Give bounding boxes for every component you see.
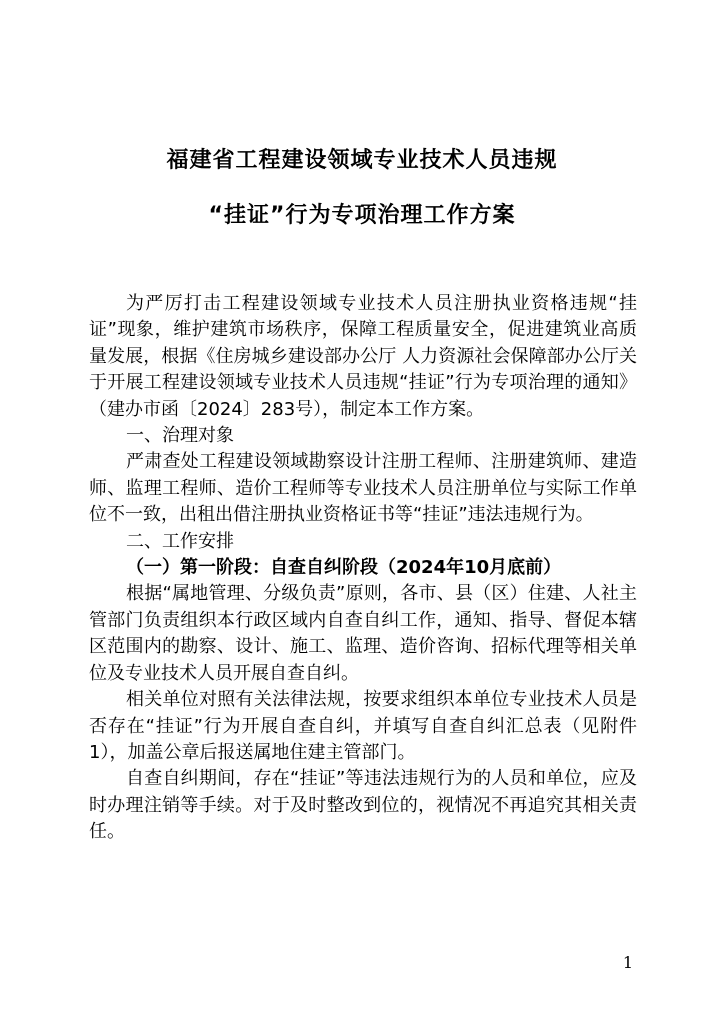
intro-paragraph: 为严厉打击工程建设领域专业技术人员注册执业资格违规“挂证”现象，维护建筑市场秩序，保障工程质量安全，促进建筑业高质量发展，根据《住房城乡建设部办公厅 人力资源社会保障部办公厅关于开展工程建设领域专业技术人员违规“挂证”行为专项治理的通知》（建办市函〔2024〕283号），制定本工作方案。 (89, 293, 637, 420)
phase1-paragraph-2: 相关单位对照有关法律法规，按要求组织本单位专业技术人员是否存在“挂证”行为开展自查自纠，并填写自查自纠汇总表（见附件1），加盖公章后报送属地住建主管部门。 (89, 689, 637, 763)
phase1-paragraph-3: 自查自纠期间，存在“挂证”等违法违规行为的人员和单位，应及时办理注销等手续。对于及时整改到位的，视情况不再追究其相关责任。 (89, 768, 637, 843)
phase1-heading: （一）第一阶段：自查自纠阶段（2024年10月底前） (126, 557, 562, 579)
phase1-paragraph-1: 根据“属地管理、分级负责”原则，各市、县（区）住建、人社主管部门负责组织本行政区域内自查自纠工作，通知、指导、督促本辖区范围内的勘察、设计、施工、监理、造价咨询、招标代理等相关单位及专业技术人员开展自查自纠。 (89, 583, 637, 684)
document-title-line1: 福建省工程建设领域专业技术人员违规 (166, 148, 558, 173)
page-number: 1 (622, 953, 633, 972)
section1-heading: 一、治理对象 (126, 425, 234, 447)
document-title-line2: “挂证”行为专项治理工作方案 (208, 203, 516, 228)
section1-paragraph: 严肃查处工程建设领域勘察设计注册工程师、注册建筑师、建造师、监理工程师、造价工程师等专业技术人员注册单位与实际工作单位不一致，出租出借注册执业资格证书等“挂证”违法违规行为。 (89, 451, 637, 526)
document-body (89, 291, 637, 846)
section2-heading: 二、工作安排 (126, 530, 234, 552)
